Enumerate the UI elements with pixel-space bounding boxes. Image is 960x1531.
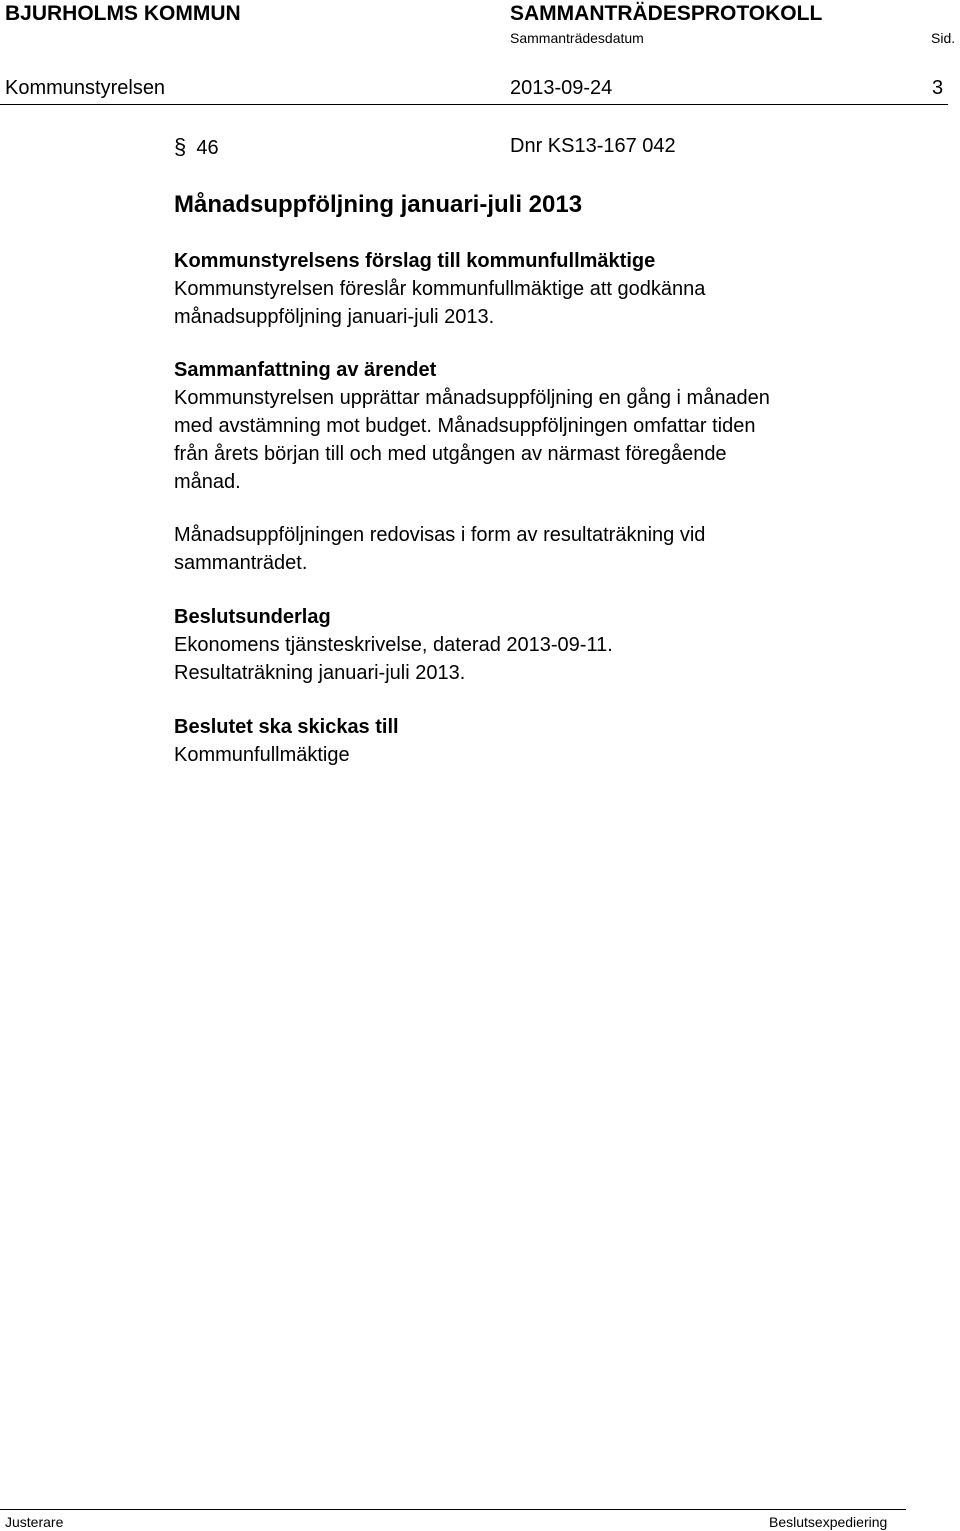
footer-divider [0,1509,906,1510]
proposal-section [174,247,914,331]
report-text-line: sammanträdet. [174,552,308,574]
paragraph-number: 46 [196,137,219,159]
basis-section [174,603,914,687]
footer-dispatch-label: Beslutsexpediering [769,1514,888,1530]
basis-text-line: Ekonomens tjänsteskrivelse, daterad 2013-09-11. [174,634,613,656]
footer-adjuster-label: Justerare [5,1514,64,1530]
proposal-heading: Kommunstyrelsens förslag till kommunfullmäktige [174,250,656,272]
summary-text-line: med avstämning mot budget. Månadsuppföljningen omfattar tiden [174,415,756,437]
summary-text-line: månad. [174,471,241,493]
recipients-text-line: Kommunfullmäktige [174,744,350,766]
page-number: 3 [932,77,944,99]
organization-name: BJURHOLMS KOMMUN [5,2,241,25]
basis-text-line: Resultaträkning januari-juli 2013. [174,662,466,684]
case-number: Dnr KS13-167 042 [510,135,676,157]
body-name: Kommunstyrelsen [5,77,166,99]
summary-heading: Sammanfattning av ärendet [174,359,437,381]
summary-section [174,356,914,496]
paragraph-symbol: § [174,134,187,159]
header-divider [0,104,948,105]
basis-heading: Beslutsunderlag [174,606,331,628]
meeting-date-label: Sammanträdesdatum [510,30,644,46]
proposal-text-line: Kommunstyrelsen föreslår kommunfullmäktige att godkänna [174,278,706,300]
recipients-heading: Beslutet ska skickas till [174,716,399,738]
report-paragraph [174,521,914,577]
recipients-section [174,713,914,769]
case-title: Månadsuppföljning januari-juli 2013 [174,191,583,218]
proposal-text-line: månadsuppföljning januari-juli 2013. [174,306,495,328]
page-label: Sid. [931,30,956,46]
summary-text-line: från årets början till och med utgången av närmast föregående [174,443,727,465]
document-type: SAMMANTRÄDESPROTOKOLL [510,2,823,25]
summary-text-line: Kommunstyrelsen upprättar månadsuppföljning en gång i månaden [174,387,770,409]
report-text-line: Månadsuppföljningen redovisas i form av resultaträkning vid [174,524,706,546]
meeting-date: 2013-09-24 [510,77,613,99]
paragraph-header [174,134,219,160]
